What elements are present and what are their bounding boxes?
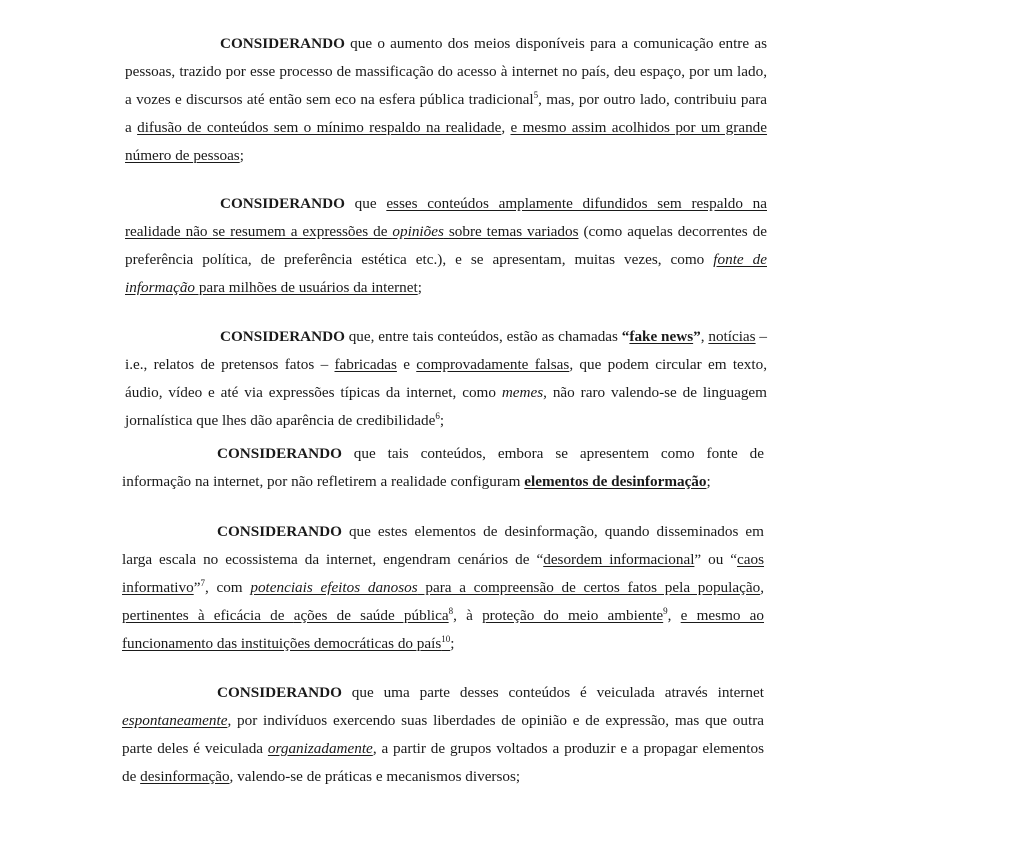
text: que tais conteúdos, embora se apresentem como fonte de informação na internet, por não refletirem a realidade configuram — [122, 445, 764, 490]
bold-text — [524, 473, 706, 490]
underlined-text: notícias — [708, 328, 756, 345]
text: , com — [204, 578, 251, 596]
keyword: CONSIDERANDO — [217, 684, 342, 701]
footnote-ref[interactable]: 5 — [533, 89, 539, 100]
footnote-ref[interactable]: 9 — [663, 605, 668, 616]
keyword: CONSIDERANDO — [217, 445, 342, 462]
paragraph-considerando-4 — [122, 440, 764, 496]
text: ; — [417, 278, 422, 296]
footnote-ref[interactable]: 8 — [448, 605, 454, 616]
text: ; — [239, 146, 244, 164]
underlined-text: desinformação — [140, 767, 230, 785]
text: que uma parte desses conteúdos é veiculada através internet — [341, 684, 764, 701]
text: , — [667, 606, 681, 624]
text: que — [344, 195, 387, 212]
keyword: CONSIDERANDO — [220, 35, 345, 52]
text: , por indivíduos exercendo suas liberdades de opinião e de expressão, mas que outra parte deles é veiculada — [122, 711, 764, 757]
text: , valendo-se de práticas e mecanismos diversos; — [229, 767, 521, 785]
text: ; — [439, 411, 445, 429]
text: , — [501, 118, 511, 136]
underlined-text: e mesmo assim acolhidos por um grande número de pessoas — [125, 118, 768, 164]
quote-open: “ — [621, 328, 630, 345]
underlined-text: proteção do meio ambiente — [482, 606, 664, 624]
paragraph-considerando-5 — [122, 518, 764, 658]
text: ” — [193, 578, 201, 596]
italic-text: organizadamente — [267, 739, 373, 757]
text: ; — [706, 472, 711, 490]
fake-news-term — [629, 328, 693, 345]
underlined-text: fabricadas — [334, 355, 397, 373]
quote-close: ” — [693, 328, 701, 345]
keyword: CONSIDERANDO — [217, 523, 342, 540]
text: (como aquelas decorrentes de preferência política, de preferência estética etc.), e se apresentam, muitas vezes, como — [125, 222, 767, 268]
footnote-ref[interactable]: 7 — [200, 577, 205, 588]
paragraph-considerando-1 — [125, 30, 767, 170]
italic-text: potenciais efeitos danosos — [250, 578, 418, 596]
underlined-text — [268, 740, 373, 757]
underlined-text: fake news — [629, 328, 694, 345]
text: , não raro valendo-se de linguagem jornalística que lhes dão aparência de credibilidade — [125, 383, 767, 429]
text: ” ou “ — [694, 550, 738, 568]
text: e — [396, 355, 417, 373]
text: , à — [453, 606, 483, 624]
text: , mas, por outro lado, contribuiu para a — [125, 90, 767, 136]
text: para a compreensão de certos fatos pela população — [417, 578, 761, 596]
italic-text: opiniões — [392, 222, 444, 240]
underlined-text: comprovadamente falsas — [416, 355, 570, 373]
footnote-ref[interactable]: 10 — [441, 633, 451, 644]
text: sobre temas variados — [443, 222, 579, 240]
keyword: CONSIDERANDO — [220, 195, 345, 212]
underlined-text: pertinentes à eficácia de — [122, 606, 294, 624]
underlined-text — [122, 712, 227, 729]
text: , que podem circular em texto, áudio, vídeo e até via expressões típicas da internet, como — [125, 355, 767, 401]
paragraph-considerando-2 — [125, 190, 767, 302]
text: , — [700, 328, 709, 345]
keyword: CONSIDERANDO — [220, 328, 345, 345]
text: ; — [450, 634, 455, 652]
text: que estes elementos de desinformação, quando disseminados em larga escala no ecossistema da internet, engendram cenários de “ — [122, 523, 764, 568]
italic-text: espontaneamente — [122, 711, 228, 729]
text: e mesmo ao funcionamento das instituições democráticas do país — [122, 606, 765, 652]
underlined-text: difusão de conteúdos sem o mínimo respaldo na realidade — [137, 118, 502, 136]
underlined-text — [250, 579, 760, 596]
text: , a partir de grupos voltados a produzir e a propagar elementos de — [122, 739, 764, 785]
text: que, entre tais conteúdos, estão as chamadas — [344, 328, 622, 345]
footnote-ref[interactable]: 6 — [435, 410, 440, 421]
text: esses conteúdos amplamente difundidos sem respaldo na realidade não se resumem a expressões de — [125, 195, 767, 240]
underlined-text: ações de saúde pública — [293, 606, 449, 624]
paragraph-considerando-6 — [122, 679, 764, 791]
italic-text: fonte de informação — [125, 250, 767, 296]
paragraph-considerando-3 — [125, 323, 767, 435]
text: que o aumento dos meios disponíveis para a comunicação entre as pessoas, trazido por esse processo de massificação do acesso à internet no país, deu espaço, por um lado, a vozes e discursos até então sem eco na esfera pública tradicional — [125, 35, 767, 108]
underlined-text: elementos de desinformação — [524, 472, 707, 490]
underlined-text: caos informativo — [122, 550, 765, 596]
text: , — [760, 578, 764, 596]
italic-text: memes — [501, 383, 544, 401]
text: – i.e., relatos de pretensos fatos – — [125, 328, 768, 373]
underlined-text: desordem informacional — [543, 550, 695, 568]
text: para milhões de usuários da internet — [195, 278, 418, 296]
